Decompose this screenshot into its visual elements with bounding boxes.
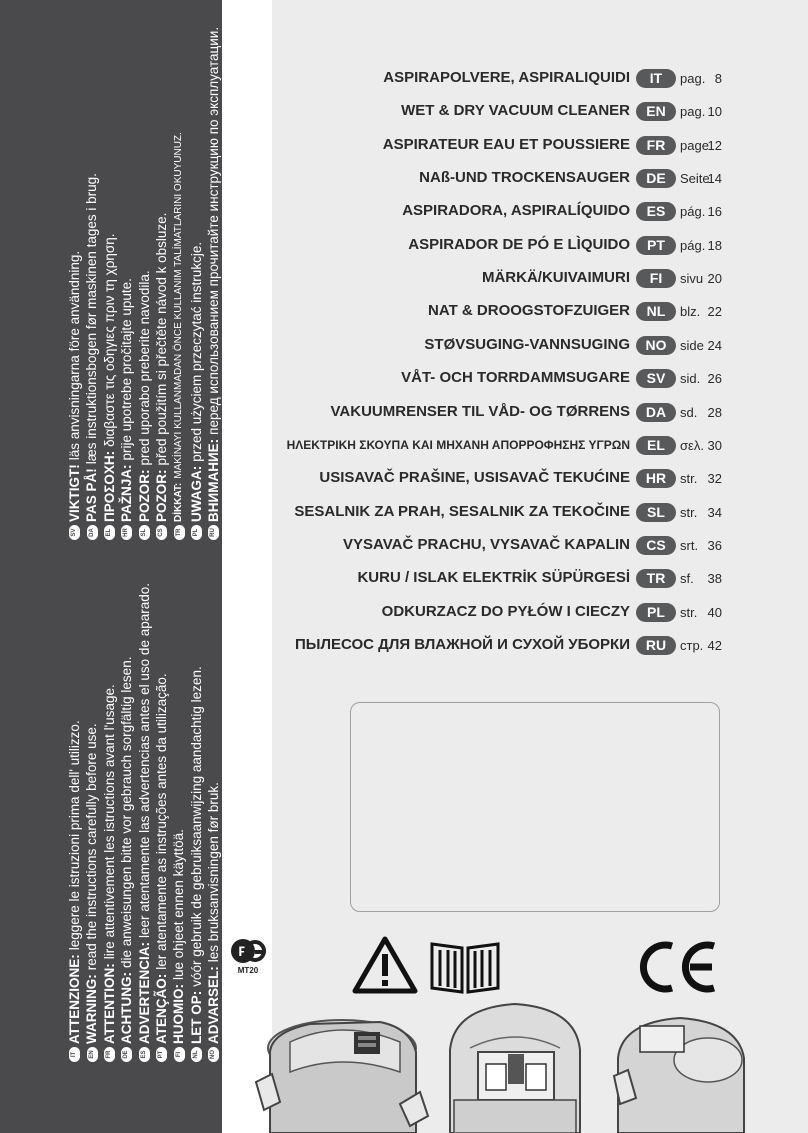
language-code-badge: TR <box>636 569 676 588</box>
language-code-badge: PT <box>156 1047 167 1062</box>
warning-text: læs instruktionsbogen før maskinen tages i brug. <box>84 173 100 465</box>
warnings-block-right <box>66 27 223 540</box>
page-label: str. <box>680 504 698 520</box>
language-entry-fr <box>272 134 808 158</box>
language-code-badge: PT <box>636 236 676 255</box>
page-label: side <box>680 337 704 353</box>
warning-line-de <box>118 583 135 1062</box>
warning-line-pl <box>188 27 205 540</box>
language-code-badge: EL <box>104 525 115 540</box>
warning-line-nl <box>188 583 205 1062</box>
page-label: pág. <box>680 204 706 220</box>
language-entry-de <box>272 167 808 191</box>
page-number: 30 <box>707 437 722 453</box>
warning-text: leggere le istruzioni prima dell' utilizzo. <box>67 720 82 951</box>
warning-label: ATTENZIONE: <box>67 954 82 1044</box>
warning-text: lire attentivement les istructions avant l'usage. <box>101 684 117 960</box>
page-label: str. <box>680 471 698 487</box>
page-label: sf. <box>680 571 694 587</box>
warning-text: διαβαστε τις οδηγιες πριν τη χρηση. <box>101 233 117 447</box>
language-section-title: NAß-UND TROCKENSAUGER <box>419 169 630 187</box>
warning-text: die anweisungen bitte vor gebrauch sorgfältig lesen. <box>119 656 135 968</box>
language-entry-pl <box>272 601 808 625</box>
page-number: 22 <box>707 304 722 320</box>
language-section-title: ODKURZACZ DO PYŁÓW I CIECZY <box>381 602 630 620</box>
warning-label: UWAGA: <box>188 465 204 522</box>
language-section-title: VAKUUMRENSER TIL VÅD- OG TØRRENS <box>330 402 630 420</box>
language-code-badge: SL <box>636 503 676 522</box>
page-label: pag. <box>680 104 706 120</box>
ce-mark-icon <box>632 938 722 996</box>
language-code-badge: CS <box>636 536 676 555</box>
warning-line-en <box>83 583 100 1062</box>
language-code-badge: NO <box>208 1047 219 1062</box>
language-code-badge: HR <box>636 469 676 488</box>
warning-text: lue ohjeet ennen käyttöä. <box>171 829 187 980</box>
warning-line-sl <box>136 27 153 540</box>
svg-text:P: P <box>238 943 248 959</box>
language-code-badge: ES <box>139 1047 150 1062</box>
warning-line-pt <box>153 583 170 1062</box>
warning-label: PAS PÅ! <box>84 468 100 522</box>
language-section-title: VÅT- OCH TORRDAMMSUGARE <box>401 369 630 387</box>
warning-line-hr <box>118 27 135 540</box>
page-label: стр. <box>680 637 704 653</box>
page-label: srt. <box>680 537 699 553</box>
language-section-title: VYSAVAČ PRACHU, VYSAVAČ KAPALIN <box>343 535 630 553</box>
page-label: Seite <box>680 171 710 187</box>
language-code-badge: NO <box>636 336 676 355</box>
language-code-badge: EN <box>87 1047 98 1062</box>
language-entry-el <box>272 434 808 458</box>
warning-line-tr <box>170 27 187 540</box>
warning-label: ATTENTION: <box>101 963 117 1044</box>
language-entry-hr <box>272 467 808 491</box>
language-entry-es <box>272 200 808 224</box>
pct-mark-label: MT20 <box>237 966 259 975</box>
language-section-title: STØVSUGING-VANNSUGING <box>424 335 630 353</box>
language-entry-tr <box>272 567 808 591</box>
warning-text: ler atentamente as instruções antes da utilização. <box>153 673 169 970</box>
page-number: 24 <box>707 337 722 353</box>
page-label: page <box>680 137 709 153</box>
language-code-badge: FR <box>636 136 676 155</box>
warning-label: VIKTIGT! <box>67 464 82 522</box>
language-entry-ru <box>272 634 808 658</box>
warning-text: les bruksanvisningen før bruk. <box>206 782 222 963</box>
warning-text: läs anvisningarna före användning. <box>67 250 82 461</box>
language-code-badge: IT <box>636 69 676 88</box>
warning-line-sv <box>66 27 83 540</box>
warning-label: POZOR: <box>136 469 152 522</box>
language-code-badge: FR <box>104 1047 115 1062</box>
warning-text: vóór gebruik de gebruiksaanwijzing aandachtig lezen. <box>188 666 204 987</box>
page-number: 20 <box>707 271 722 287</box>
warning-line-cs <box>153 27 170 540</box>
language-section-title: SESALNIK ZA PRAH, SESALNIK ZA TEKOČINE <box>294 502 630 520</box>
language-code-badge: EN <box>636 102 676 121</box>
warning-line-da <box>83 27 100 540</box>
warning-label: ADVERTENCIA: <box>136 941 152 1044</box>
warning-label: ATENÇÃO: <box>153 973 169 1044</box>
language-entry-da <box>272 401 808 425</box>
language-entry-fi <box>272 267 808 291</box>
language-section-title: ASPIRADORA, ASPIRALÍQUIDO <box>402 202 630 220</box>
language-entry-nl <box>272 300 808 324</box>
language-code-badge: FI <box>636 269 676 288</box>
warning-line-ru <box>205 27 222 540</box>
language-entry-sv <box>272 367 808 391</box>
warning-label: DİKKAT: <box>173 482 185 522</box>
warning-line-es <box>136 583 153 1062</box>
warning-label: ACHTUNG: <box>119 972 135 1044</box>
page-number: 12 <box>707 137 722 153</box>
page-label: blz. <box>680 304 701 320</box>
warning-text: read the instructions carefully before use. <box>84 723 100 971</box>
warning-text: leer atentamente las advertencias antes el uso de aparado. <box>136 583 152 938</box>
warning-text: MAKİNAYI KULLANMADAN ÖNCE KULLANIM TALİMATLARINI OKUYUNUZ. <box>173 132 185 479</box>
warning-triangle-icon <box>352 936 418 994</box>
warning-line-it <box>66 583 83 1062</box>
language-entry-cs <box>272 534 808 558</box>
language-code-badge: IT <box>69 1047 80 1062</box>
language-code-badge: FI <box>174 1047 185 1062</box>
page-number: 40 <box>707 604 722 620</box>
language-section-title: ПЫЛЕСОС ДЛЯ ВЛАЖНОЙ И СУХОЙ УБОРКИ <box>295 635 630 653</box>
page-label: sid. <box>680 371 701 387</box>
language-code-badge: NL <box>636 302 676 321</box>
warning-label: ΠΡΟΣΟΧΗ: <box>101 450 117 522</box>
page-number: 38 <box>707 571 722 587</box>
language-section-title: ASPIRADOR DE PÓ E LÌQUIDO <box>408 235 630 253</box>
language-section-title: KURU / ISLAK ELEKTRİK SÜPÜRGESİ <box>357 569 630 587</box>
language-code-badge: SV <box>636 369 676 388</box>
warning-label: LET OP: <box>188 990 204 1044</box>
page-number: 32 <box>707 471 722 487</box>
page-number: 28 <box>707 404 722 420</box>
language-entry-no <box>272 334 808 358</box>
warning-text: prije upotrebe pročitajte upute. <box>119 278 135 461</box>
language-entry-sl <box>272 501 808 525</box>
language-code-badge: EL <box>636 436 676 455</box>
page-label: sivu <box>680 271 704 287</box>
language-code-badge: DE <box>636 169 676 188</box>
language-section-title: WET & DRY VACUUM CLEANER <box>401 102 630 120</box>
language-code-badge: DE <box>121 1047 132 1062</box>
language-code-badge: PL <box>636 603 676 622</box>
page-label: σελ. <box>680 437 704 453</box>
language-code-badge: RU <box>636 636 676 655</box>
page-number: 42 <box>707 637 722 653</box>
warning-label: PAŽNJA: <box>119 464 135 522</box>
warning-label: POZOR: <box>153 469 169 522</box>
warning-text: pred uporabo preberite navodila. <box>136 270 152 466</box>
warning-label: HUOMIO: <box>171 984 187 1044</box>
language-section-title: MÄRKÄ/KUIVAIMURI <box>481 269 630 287</box>
page-number: 36 <box>707 537 722 553</box>
language-code-badge: PL <box>191 525 202 540</box>
page-number: 26 <box>707 371 722 387</box>
page-number: 16 <box>707 204 722 220</box>
language-code-badge: ES <box>636 202 676 221</box>
language-code-badge: SV <box>69 525 80 540</box>
page-number: 8 <box>714 71 722 86</box>
page-label: sd. <box>680 404 698 420</box>
language-section-title: ASPIRATEUR EAU ET POUSSIERE <box>382 135 630 153</box>
vacuum-cleaner-center-illustration <box>440 1000 590 1133</box>
warning-line-fi <box>170 583 187 1062</box>
warning-line-fr <box>101 583 118 1062</box>
page-number: 34 <box>707 504 722 520</box>
page-label: str. <box>680 604 698 620</box>
language-section-title: NAT & DROOGSTOFZUIGER <box>428 302 630 320</box>
vacuum-cleaner-right-illustration <box>610 1012 760 1133</box>
language-section-title: USISAVAČ PRAŠINE, USISAVAČ TEKUĆINE <box>319 469 630 487</box>
language-code-badge: NL <box>191 1047 202 1062</box>
language-code-badge: TR <box>174 525 185 540</box>
warning-text: przed użyciem przeczytać instrukcje. <box>188 241 204 462</box>
page-number: 18 <box>707 237 722 253</box>
language-section-title: ΗΛΕΚΤΡΙΚΗ ΣΚΟΥΠΑ ΚΑΙ ΜΗΧΑΝΗ ΑΠΟΡΡΟΦΗΣΗΣ ΥΓΡΩΝ <box>286 437 630 452</box>
warning-label: ВНИМАНИЕ: <box>206 438 222 522</box>
language-code-badge: DA <box>636 403 676 422</box>
warning-line-el <box>101 27 118 540</box>
language-code-badge: SL <box>139 525 150 540</box>
product-image-frame <box>350 702 720 912</box>
page-number: 10 <box>707 104 722 120</box>
language-code-badge: CS <box>156 525 167 540</box>
language-entry-en <box>272 100 808 124</box>
vacuum-cleaner-left-illustration <box>250 1012 430 1133</box>
language-code-badge: RU <box>208 525 219 540</box>
page-label: pag. <box>680 71 706 86</box>
warnings-block-left <box>66 583 223 1062</box>
page-number: 14 <box>707 171 722 187</box>
pct-certification-icon <box>228 936 268 968</box>
warning-line-no <box>205 583 222 1062</box>
language-section-title: ASPIRAPOLVERE, ASPIRALIQUIDI <box>383 69 630 86</box>
open-book-icon <box>428 938 502 994</box>
warning-text: před použitím si přečtěte návod k obsluze. <box>153 212 169 466</box>
language-code-badge: HR <box>121 525 132 540</box>
warning-text: перед использованием прочитайте инструкцию по эксплуатации. <box>206 26 222 435</box>
language-code-badge: DA <box>87 525 98 540</box>
language-entry-it <box>272 67 808 91</box>
language-entry-pt <box>272 234 808 258</box>
page-label: pág. <box>680 237 706 253</box>
warning-label: WARNING: <box>84 974 100 1044</box>
warning-label: ADVARSEL: <box>206 966 222 1044</box>
